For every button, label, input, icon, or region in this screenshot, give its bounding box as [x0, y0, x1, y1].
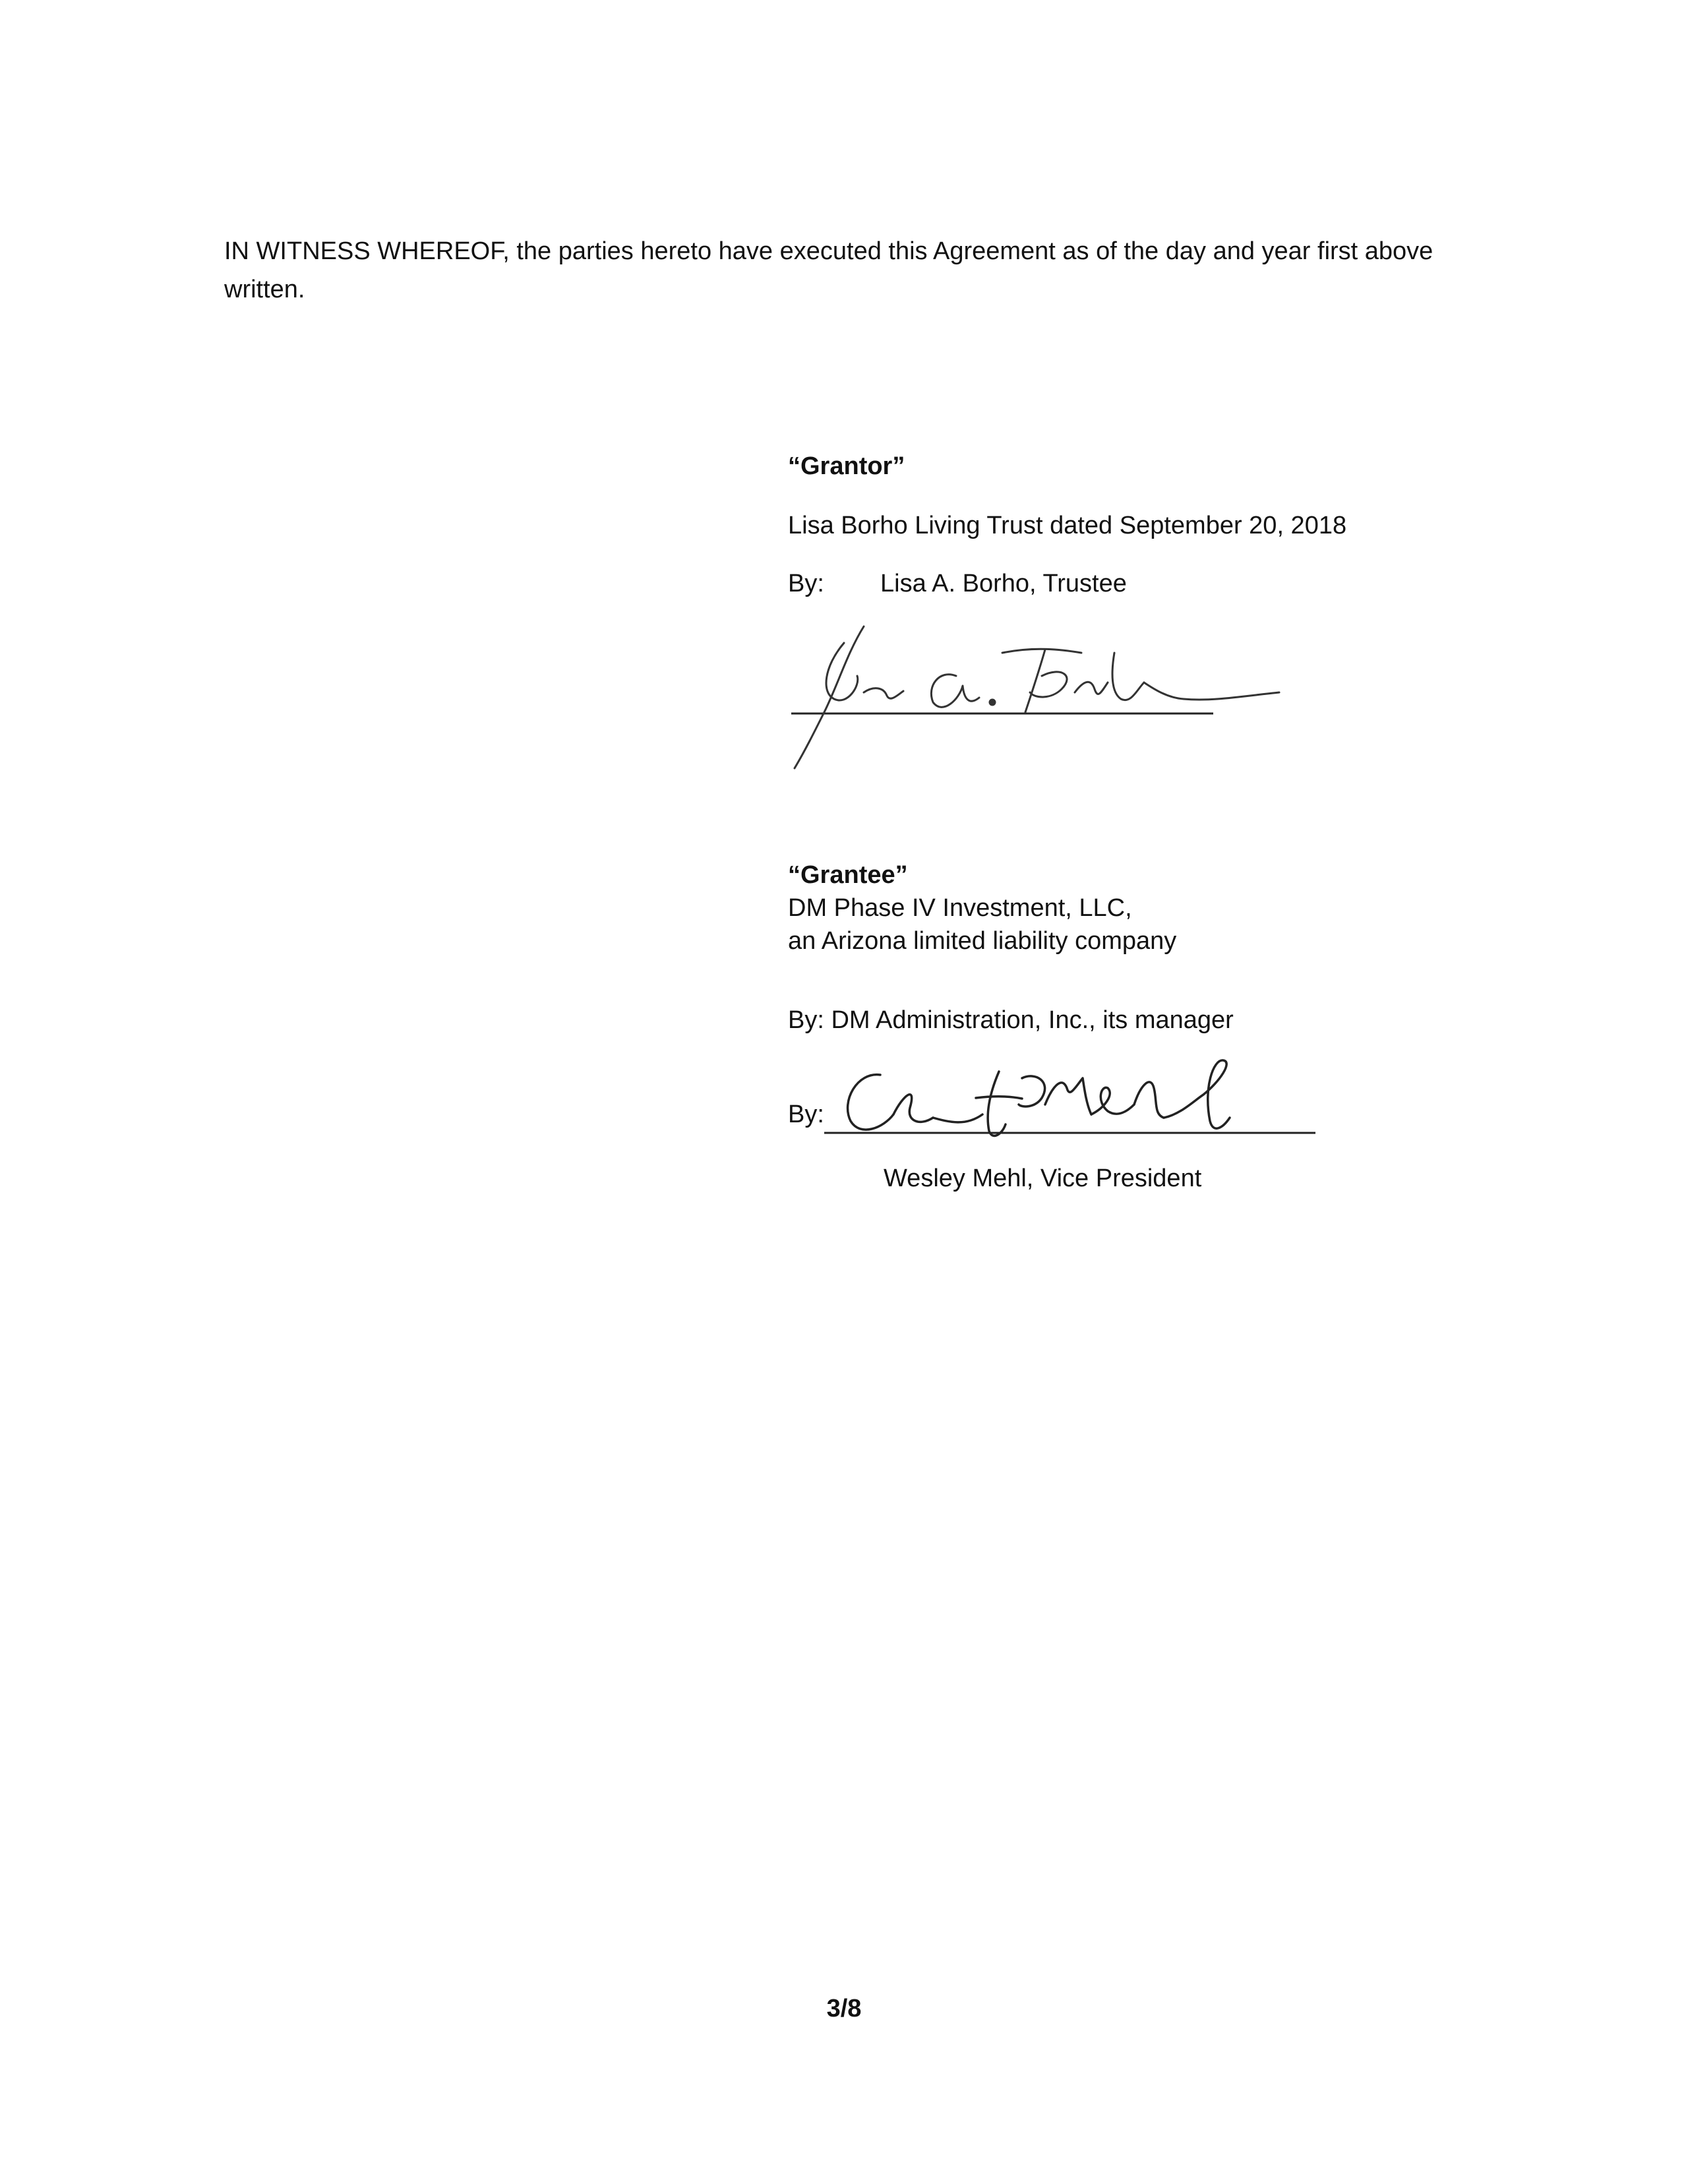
grantee-entity-line2: an Arizona limited liability company: [788, 927, 1177, 955]
grantor-signature: [785, 613, 1312, 785]
grantor-entity: Lisa Borho Living Trust dated September 20, 2018: [788, 512, 1347, 539]
grantee-by-label: By:: [788, 1101, 824, 1128]
grantor-signatory: Lisa A. Borho, Trustee: [880, 570, 1127, 597]
grantee-heading: “Grantee”: [788, 861, 908, 889]
grantee-signatory: Wesley Mehl, Vice President: [884, 1165, 1202, 1192]
page-number: 3/8: [826, 1995, 862, 2022]
grantee-manager-line: By: DM Administration, Inc., its manager: [788, 1006, 1234, 1034]
grantee-entity-line1: DM Phase IV Investment, LLC,: [788, 894, 1132, 922]
grantor-by-label: By:: [788, 570, 824, 597]
grantor-by-line: [788, 567, 1127, 600]
witness-clause: IN WITNESS WHEREOF, the parties hereto have executed this Agreement as of the day and year first above written.: [224, 237, 1433, 303]
grantee-signature: [824, 1048, 1325, 1147]
grantor-heading: “Grantor”: [788, 452, 905, 480]
